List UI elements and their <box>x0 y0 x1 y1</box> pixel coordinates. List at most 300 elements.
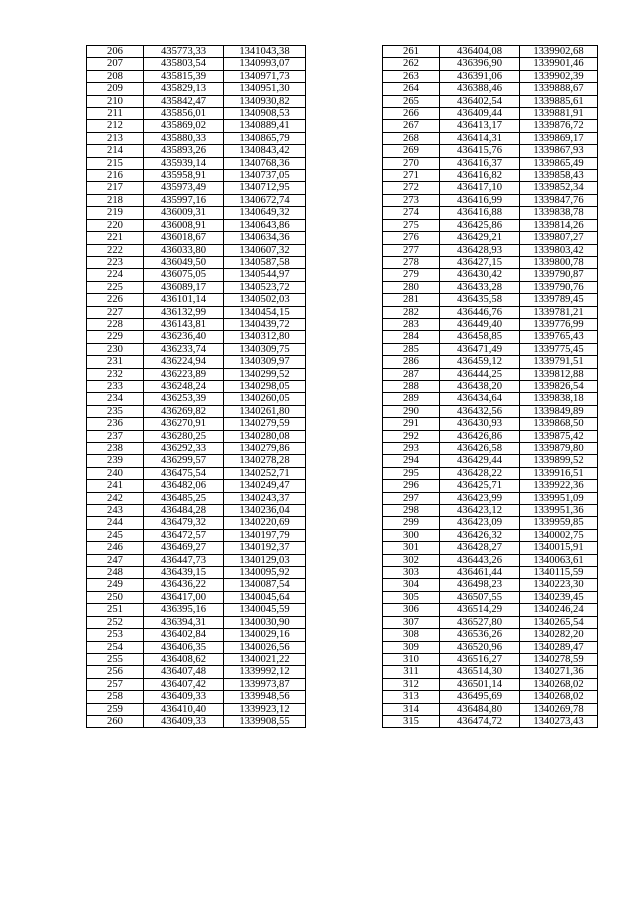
point-number-cell: 310 <box>383 653 440 665</box>
table-row <box>87 120 306 132</box>
x-coordinate-cell: 436475,54 <box>144 467 224 479</box>
y-coordinate-cell: 1340502,03 <box>224 294 306 306</box>
point-number-cell: 232 <box>87 368 144 380</box>
table-row <box>87 108 306 120</box>
point-number-cell: 241 <box>87 480 144 492</box>
point-number-cell: 221 <box>87 232 144 244</box>
x-coordinate-cell: 436471,49 <box>440 343 520 355</box>
table-row <box>87 715 306 727</box>
table-row <box>383 331 598 343</box>
y-coordinate-cell: 1339869,17 <box>520 132 598 144</box>
y-coordinate-cell: 1339847,76 <box>520 194 598 206</box>
x-coordinate-cell: 436428,93 <box>440 244 520 256</box>
y-coordinate-cell: 1340672,74 <box>224 194 306 206</box>
point-number-cell: 249 <box>87 579 144 591</box>
table-row <box>383 492 598 504</box>
table-row <box>383 120 598 132</box>
y-coordinate-cell: 1339868,50 <box>520 418 598 430</box>
table-row <box>87 232 306 244</box>
y-coordinate-cell: 1340265,54 <box>520 616 598 628</box>
point-number-cell: 234 <box>87 393 144 405</box>
point-number-cell: 220 <box>87 219 144 231</box>
x-coordinate-cell: 436410,40 <box>144 703 224 715</box>
x-coordinate-cell: 436396,90 <box>440 58 520 70</box>
point-number-cell: 306 <box>383 604 440 616</box>
x-coordinate-cell: 436425,86 <box>440 219 520 231</box>
table-row <box>383 629 598 641</box>
table-row <box>87 269 306 281</box>
y-coordinate-cell: 1340030,90 <box>224 616 306 628</box>
x-coordinate-cell: 436428,22 <box>440 467 520 479</box>
point-number-cell: 223 <box>87 256 144 268</box>
x-coordinate-cell: 436426,86 <box>440 430 520 442</box>
point-number-cell: 235 <box>87 405 144 417</box>
x-coordinate-cell: 436438,20 <box>440 380 520 392</box>
point-number-cell: 287 <box>383 368 440 380</box>
y-coordinate-cell: 1339881,91 <box>520 108 598 120</box>
y-coordinate-cell: 1339973,87 <box>224 678 306 690</box>
y-coordinate-cell: 1339865,49 <box>520 157 598 169</box>
point-number-cell: 207 <box>87 58 144 70</box>
x-coordinate-cell: 436472,57 <box>144 529 224 541</box>
point-number-cell: 275 <box>383 219 440 231</box>
table-row <box>383 157 598 169</box>
y-coordinate-cell: 1339814,26 <box>520 219 598 231</box>
x-coordinate-cell: 435773,33 <box>144 46 224 58</box>
y-coordinate-cell: 1341043,38 <box>224 46 306 58</box>
point-number-cell: 215 <box>87 157 144 169</box>
table-row <box>383 567 598 579</box>
x-coordinate-cell: 435958,91 <box>144 170 224 182</box>
y-coordinate-cell: 1340282,20 <box>520 629 598 641</box>
table-row <box>87 70 306 82</box>
y-coordinate-cell: 1340309,97 <box>224 356 306 368</box>
point-number-cell: 219 <box>87 207 144 219</box>
table-row <box>383 703 598 715</box>
y-coordinate-cell: 1340273,43 <box>520 715 598 727</box>
x-coordinate-cell: 436426,32 <box>440 529 520 541</box>
x-coordinate-cell: 436414,31 <box>440 132 520 144</box>
point-number-cell: 293 <box>383 443 440 455</box>
point-number-cell: 289 <box>383 393 440 405</box>
y-coordinate-cell: 1340280,08 <box>224 430 306 442</box>
y-coordinate-cell: 1340261,80 <box>224 405 306 417</box>
table-row <box>87 170 306 182</box>
x-coordinate-cell: 436409,33 <box>144 691 224 703</box>
table-row <box>87 46 306 58</box>
point-number-cell: 277 <box>383 244 440 256</box>
table-row <box>383 641 598 653</box>
table-row <box>383 653 598 665</box>
x-coordinate-cell: 436009,31 <box>144 207 224 219</box>
table-row <box>383 666 598 678</box>
table-row <box>87 691 306 703</box>
table-row <box>383 393 598 405</box>
table-row <box>383 616 598 628</box>
x-coordinate-cell: 436449,40 <box>440 318 520 330</box>
point-number-cell: 208 <box>87 70 144 82</box>
y-coordinate-cell: 1339992,12 <box>224 666 306 678</box>
point-number-cell: 242 <box>87 492 144 504</box>
point-number-cell: 284 <box>383 331 440 343</box>
point-number-cell: 288 <box>383 380 440 392</box>
x-coordinate-cell: 436391,06 <box>440 70 520 82</box>
table-row <box>87 418 306 430</box>
y-coordinate-cell: 1340246,24 <box>520 604 598 616</box>
y-coordinate-cell: 1340865,79 <box>224 132 306 144</box>
point-number-cell: 262 <box>383 58 440 70</box>
point-number-cell: 247 <box>87 554 144 566</box>
table-row <box>383 356 598 368</box>
table-row <box>87 529 306 541</box>
table-row <box>383 95 598 107</box>
y-coordinate-cell: 1340289,47 <box>520 641 598 653</box>
x-coordinate-cell: 436447,73 <box>144 554 224 566</box>
y-coordinate-cell: 1340993,07 <box>224 58 306 70</box>
table-row <box>87 157 306 169</box>
y-coordinate-cell: 1340299,52 <box>224 368 306 380</box>
table-row <box>87 703 306 715</box>
point-number-cell: 276 <box>383 232 440 244</box>
point-number-cell: 239 <box>87 455 144 467</box>
y-coordinate-cell: 1340045,64 <box>224 591 306 603</box>
x-coordinate-cell: 435939,14 <box>144 157 224 169</box>
table-row <box>87 83 306 95</box>
table-body <box>383 46 598 728</box>
point-number-cell: 240 <box>87 467 144 479</box>
y-coordinate-cell: 1340544,97 <box>224 269 306 281</box>
table-row <box>87 616 306 628</box>
y-coordinate-cell: 1340712,95 <box>224 182 306 194</box>
x-coordinate-cell: 436495,69 <box>440 691 520 703</box>
y-coordinate-cell: 1340220,69 <box>224 517 306 529</box>
x-coordinate-cell: 436507,55 <box>440 591 520 603</box>
table-row <box>87 629 306 641</box>
point-number-cell: 315 <box>383 715 440 727</box>
y-coordinate-cell: 1339812,88 <box>520 368 598 380</box>
table-row <box>383 529 598 541</box>
x-coordinate-cell: 436402,54 <box>440 95 520 107</box>
y-coordinate-cell: 1339790,87 <box>520 269 598 281</box>
y-coordinate-cell: 1340243,37 <box>224 492 306 504</box>
point-number-cell: 265 <box>383 95 440 107</box>
table-row <box>87 343 306 355</box>
y-coordinate-cell: 1339765,43 <box>520 331 598 343</box>
x-coordinate-cell: 435997,16 <box>144 194 224 206</box>
y-coordinate-cell: 1339888,67 <box>520 83 598 95</box>
y-coordinate-cell: 1340239,45 <box>520 591 598 603</box>
table-row <box>383 455 598 467</box>
x-coordinate-cell: 435815,39 <box>144 70 224 82</box>
table-row <box>383 269 598 281</box>
y-coordinate-cell: 1339923,12 <box>224 703 306 715</box>
table-row <box>383 480 598 492</box>
x-coordinate-cell: 436436,22 <box>144 579 224 591</box>
table-row <box>87 567 306 579</box>
point-number-cell: 280 <box>383 281 440 293</box>
y-coordinate-cell: 1339781,21 <box>520 306 598 318</box>
point-number-cell: 222 <box>87 244 144 256</box>
x-coordinate-cell: 436409,33 <box>144 715 224 727</box>
point-number-cell: 211 <box>87 108 144 120</box>
table-row <box>87 294 306 306</box>
x-coordinate-cell: 436469,27 <box>144 542 224 554</box>
table-row <box>87 182 306 194</box>
x-coordinate-cell: 436461,44 <box>440 567 520 579</box>
y-coordinate-cell: 1340908,53 <box>224 108 306 120</box>
y-coordinate-cell: 1340523,72 <box>224 281 306 293</box>
y-coordinate-cell: 1339867,93 <box>520 145 598 157</box>
x-coordinate-cell: 436434,64 <box>440 393 520 405</box>
y-coordinate-cell: 1340115,59 <box>520 567 598 579</box>
point-number-cell: 299 <box>383 517 440 529</box>
y-coordinate-cell: 1340197,79 <box>224 529 306 541</box>
table-row <box>87 653 306 665</box>
point-number-cell: 227 <box>87 306 144 318</box>
y-coordinate-cell: 1340129,03 <box>224 554 306 566</box>
y-coordinate-cell: 1340268,02 <box>520 691 598 703</box>
x-coordinate-cell: 436406,35 <box>144 641 224 653</box>
y-coordinate-cell: 1339902,39 <box>520 70 598 82</box>
y-coordinate-cell: 1339807,27 <box>520 232 598 244</box>
table-row <box>383 579 598 591</box>
table-row <box>383 194 598 206</box>
y-coordinate-cell: 1339902,68 <box>520 46 598 58</box>
point-number-cell: 270 <box>383 157 440 169</box>
x-coordinate-cell: 436299,57 <box>144 455 224 467</box>
x-coordinate-cell: 436143,81 <box>144 318 224 330</box>
y-coordinate-cell: 1340279,59 <box>224 418 306 430</box>
x-coordinate-cell: 436409,44 <box>440 108 520 120</box>
point-number-cell: 279 <box>383 269 440 281</box>
table-row <box>87 356 306 368</box>
point-number-cell: 213 <box>87 132 144 144</box>
x-coordinate-cell: 436416,37 <box>440 157 520 169</box>
x-coordinate-cell: 436416,88 <box>440 207 520 219</box>
table-row <box>383 170 598 182</box>
x-coordinate-cell: 436049,50 <box>144 256 224 268</box>
y-coordinate-cell: 1339901,46 <box>520 58 598 70</box>
y-coordinate-cell: 1340260,05 <box>224 393 306 405</box>
y-coordinate-cell: 1340889,41 <box>224 120 306 132</box>
coordinates-table-left <box>86 45 306 728</box>
x-coordinate-cell: 436482,06 <box>144 480 224 492</box>
y-coordinate-cell: 1339838,78 <box>520 207 598 219</box>
point-number-cell: 230 <box>87 343 144 355</box>
table-row <box>87 132 306 144</box>
x-coordinate-cell: 436423,12 <box>440 505 520 517</box>
y-coordinate-cell: 1339803,42 <box>520 244 598 256</box>
point-number-cell: 312 <box>383 678 440 690</box>
table-row <box>87 256 306 268</box>
point-number-cell: 297 <box>383 492 440 504</box>
x-coordinate-cell: 436416,82 <box>440 170 520 182</box>
table-row <box>383 108 598 120</box>
point-number-cell: 271 <box>383 170 440 182</box>
x-coordinate-cell: 436417,10 <box>440 182 520 194</box>
table-row <box>383 604 598 616</box>
y-coordinate-cell: 1340643,86 <box>224 219 306 231</box>
x-coordinate-cell: 436501,14 <box>440 678 520 690</box>
x-coordinate-cell: 435893,26 <box>144 145 224 157</box>
table-row <box>87 480 306 492</box>
y-coordinate-cell: 1340607,32 <box>224 244 306 256</box>
x-coordinate-cell: 436415,76 <box>440 145 520 157</box>
table-row <box>87 641 306 653</box>
point-number-cell: 292 <box>383 430 440 442</box>
y-coordinate-cell: 1340021,22 <box>224 653 306 665</box>
point-number-cell: 248 <box>87 567 144 579</box>
table-row <box>383 281 598 293</box>
table-row <box>383 318 598 330</box>
point-number-cell: 246 <box>87 542 144 554</box>
x-coordinate-cell: 436089,17 <box>144 281 224 293</box>
x-coordinate-cell: 436394,31 <box>144 616 224 628</box>
y-coordinate-cell: 1339916,51 <box>520 467 598 479</box>
table-row <box>383 207 598 219</box>
table-row <box>87 380 306 392</box>
y-coordinate-cell: 1340269,78 <box>520 703 598 715</box>
table-row <box>383 244 598 256</box>
table-row <box>87 604 306 616</box>
x-coordinate-cell: 436269,82 <box>144 405 224 417</box>
y-coordinate-cell: 1340223,30 <box>520 579 598 591</box>
y-coordinate-cell: 1339899,52 <box>520 455 598 467</box>
y-coordinate-cell: 1339826,54 <box>520 380 598 392</box>
point-number-cell: 272 <box>383 182 440 194</box>
x-coordinate-cell: 436432,56 <box>440 405 520 417</box>
x-coordinate-cell: 436388,46 <box>440 83 520 95</box>
table-row <box>87 318 306 330</box>
point-number-cell: 305 <box>383 591 440 603</box>
table-row <box>383 443 598 455</box>
x-coordinate-cell: 436233,74 <box>144 343 224 355</box>
point-number-cell: 267 <box>383 120 440 132</box>
point-number-cell: 229 <box>87 331 144 343</box>
y-coordinate-cell: 1340271,36 <box>520 666 598 678</box>
x-coordinate-cell: 436430,93 <box>440 418 520 430</box>
table-row <box>383 368 598 380</box>
table-row <box>383 467 598 479</box>
table-row <box>87 430 306 442</box>
x-coordinate-cell: 436458,85 <box>440 331 520 343</box>
y-coordinate-cell: 1340236,04 <box>224 505 306 517</box>
x-coordinate-cell: 436280,25 <box>144 430 224 442</box>
table-row <box>87 455 306 467</box>
table-row <box>87 393 306 405</box>
table-row <box>87 145 306 157</box>
x-coordinate-cell: 436402,84 <box>144 629 224 641</box>
point-number-cell: 283 <box>383 318 440 330</box>
point-number-cell: 225 <box>87 281 144 293</box>
point-number-cell: 224 <box>87 269 144 281</box>
x-coordinate-cell: 436132,99 <box>144 306 224 318</box>
point-number-cell: 244 <box>87 517 144 529</box>
y-coordinate-cell: 1339849,89 <box>520 405 598 417</box>
point-number-cell: 206 <box>87 46 144 58</box>
y-coordinate-cell: 1340268,02 <box>520 678 598 690</box>
point-number-cell: 282 <box>383 306 440 318</box>
point-number-cell: 236 <box>87 418 144 430</box>
y-coordinate-cell: 1340737,05 <box>224 170 306 182</box>
y-coordinate-cell: 1340279,86 <box>224 443 306 455</box>
point-number-cell: 231 <box>87 356 144 368</box>
y-coordinate-cell: 1340768,36 <box>224 157 306 169</box>
x-coordinate-cell: 436292,33 <box>144 443 224 455</box>
point-number-cell: 285 <box>383 343 440 355</box>
x-coordinate-cell: 436536,26 <box>440 629 520 641</box>
x-coordinate-cell: 436446,76 <box>440 306 520 318</box>
point-number-cell: 217 <box>87 182 144 194</box>
point-number-cell: 264 <box>383 83 440 95</box>
x-coordinate-cell: 436479,32 <box>144 517 224 529</box>
y-coordinate-cell: 1340095,92 <box>224 567 306 579</box>
x-coordinate-cell: 436429,44 <box>440 455 520 467</box>
y-coordinate-cell: 1339776,99 <box>520 318 598 330</box>
point-number-cell: 263 <box>383 70 440 82</box>
x-coordinate-cell: 435869,02 <box>144 120 224 132</box>
point-number-cell: 266 <box>383 108 440 120</box>
point-number-cell: 304 <box>383 579 440 591</box>
table-row <box>383 145 598 157</box>
x-coordinate-cell: 436514,29 <box>440 604 520 616</box>
y-coordinate-cell: 1340298,05 <box>224 380 306 392</box>
y-coordinate-cell: 1340312,80 <box>224 331 306 343</box>
x-coordinate-cell: 436474,72 <box>440 715 520 727</box>
y-coordinate-cell: 1339775,45 <box>520 343 598 355</box>
table-row <box>87 467 306 479</box>
y-coordinate-cell: 1339790,76 <box>520 281 598 293</box>
point-number-cell: 258 <box>87 691 144 703</box>
table-row <box>383 678 598 690</box>
table-row <box>87 207 306 219</box>
y-coordinate-cell: 1340439,72 <box>224 318 306 330</box>
table-row <box>383 70 598 82</box>
point-number-cell: 296 <box>383 480 440 492</box>
y-coordinate-cell: 1339789,45 <box>520 294 598 306</box>
x-coordinate-cell: 436008,91 <box>144 219 224 231</box>
point-number-cell: 260 <box>87 715 144 727</box>
table-row <box>87 368 306 380</box>
x-coordinate-cell: 436018,67 <box>144 232 224 244</box>
x-coordinate-cell: 436223,89 <box>144 368 224 380</box>
point-number-cell: 274 <box>383 207 440 219</box>
y-coordinate-cell: 1340278,28 <box>224 455 306 467</box>
table-row <box>87 666 306 678</box>
y-coordinate-cell: 1339838,18 <box>520 393 598 405</box>
point-number-cell: 308 <box>383 629 440 641</box>
x-coordinate-cell: 436527,80 <box>440 616 520 628</box>
point-number-cell: 301 <box>383 542 440 554</box>
table-body <box>87 46 306 728</box>
x-coordinate-cell: 436417,00 <box>144 591 224 603</box>
table-row <box>87 678 306 690</box>
table-row <box>383 219 598 231</box>
x-coordinate-cell: 436459,12 <box>440 356 520 368</box>
x-coordinate-cell: 435829,13 <box>144 83 224 95</box>
table-row <box>383 83 598 95</box>
x-coordinate-cell: 435973,49 <box>144 182 224 194</box>
y-coordinate-cell: 1340930,82 <box>224 95 306 107</box>
x-coordinate-cell: 436428,27 <box>440 542 520 554</box>
point-number-cell: 307 <box>383 616 440 628</box>
x-coordinate-cell: 436484,28 <box>144 505 224 517</box>
point-number-cell: 251 <box>87 604 144 616</box>
x-coordinate-cell: 436395,16 <box>144 604 224 616</box>
x-coordinate-cell: 436270,91 <box>144 418 224 430</box>
x-coordinate-cell: 436408,62 <box>144 653 224 665</box>
table-row <box>383 405 598 417</box>
